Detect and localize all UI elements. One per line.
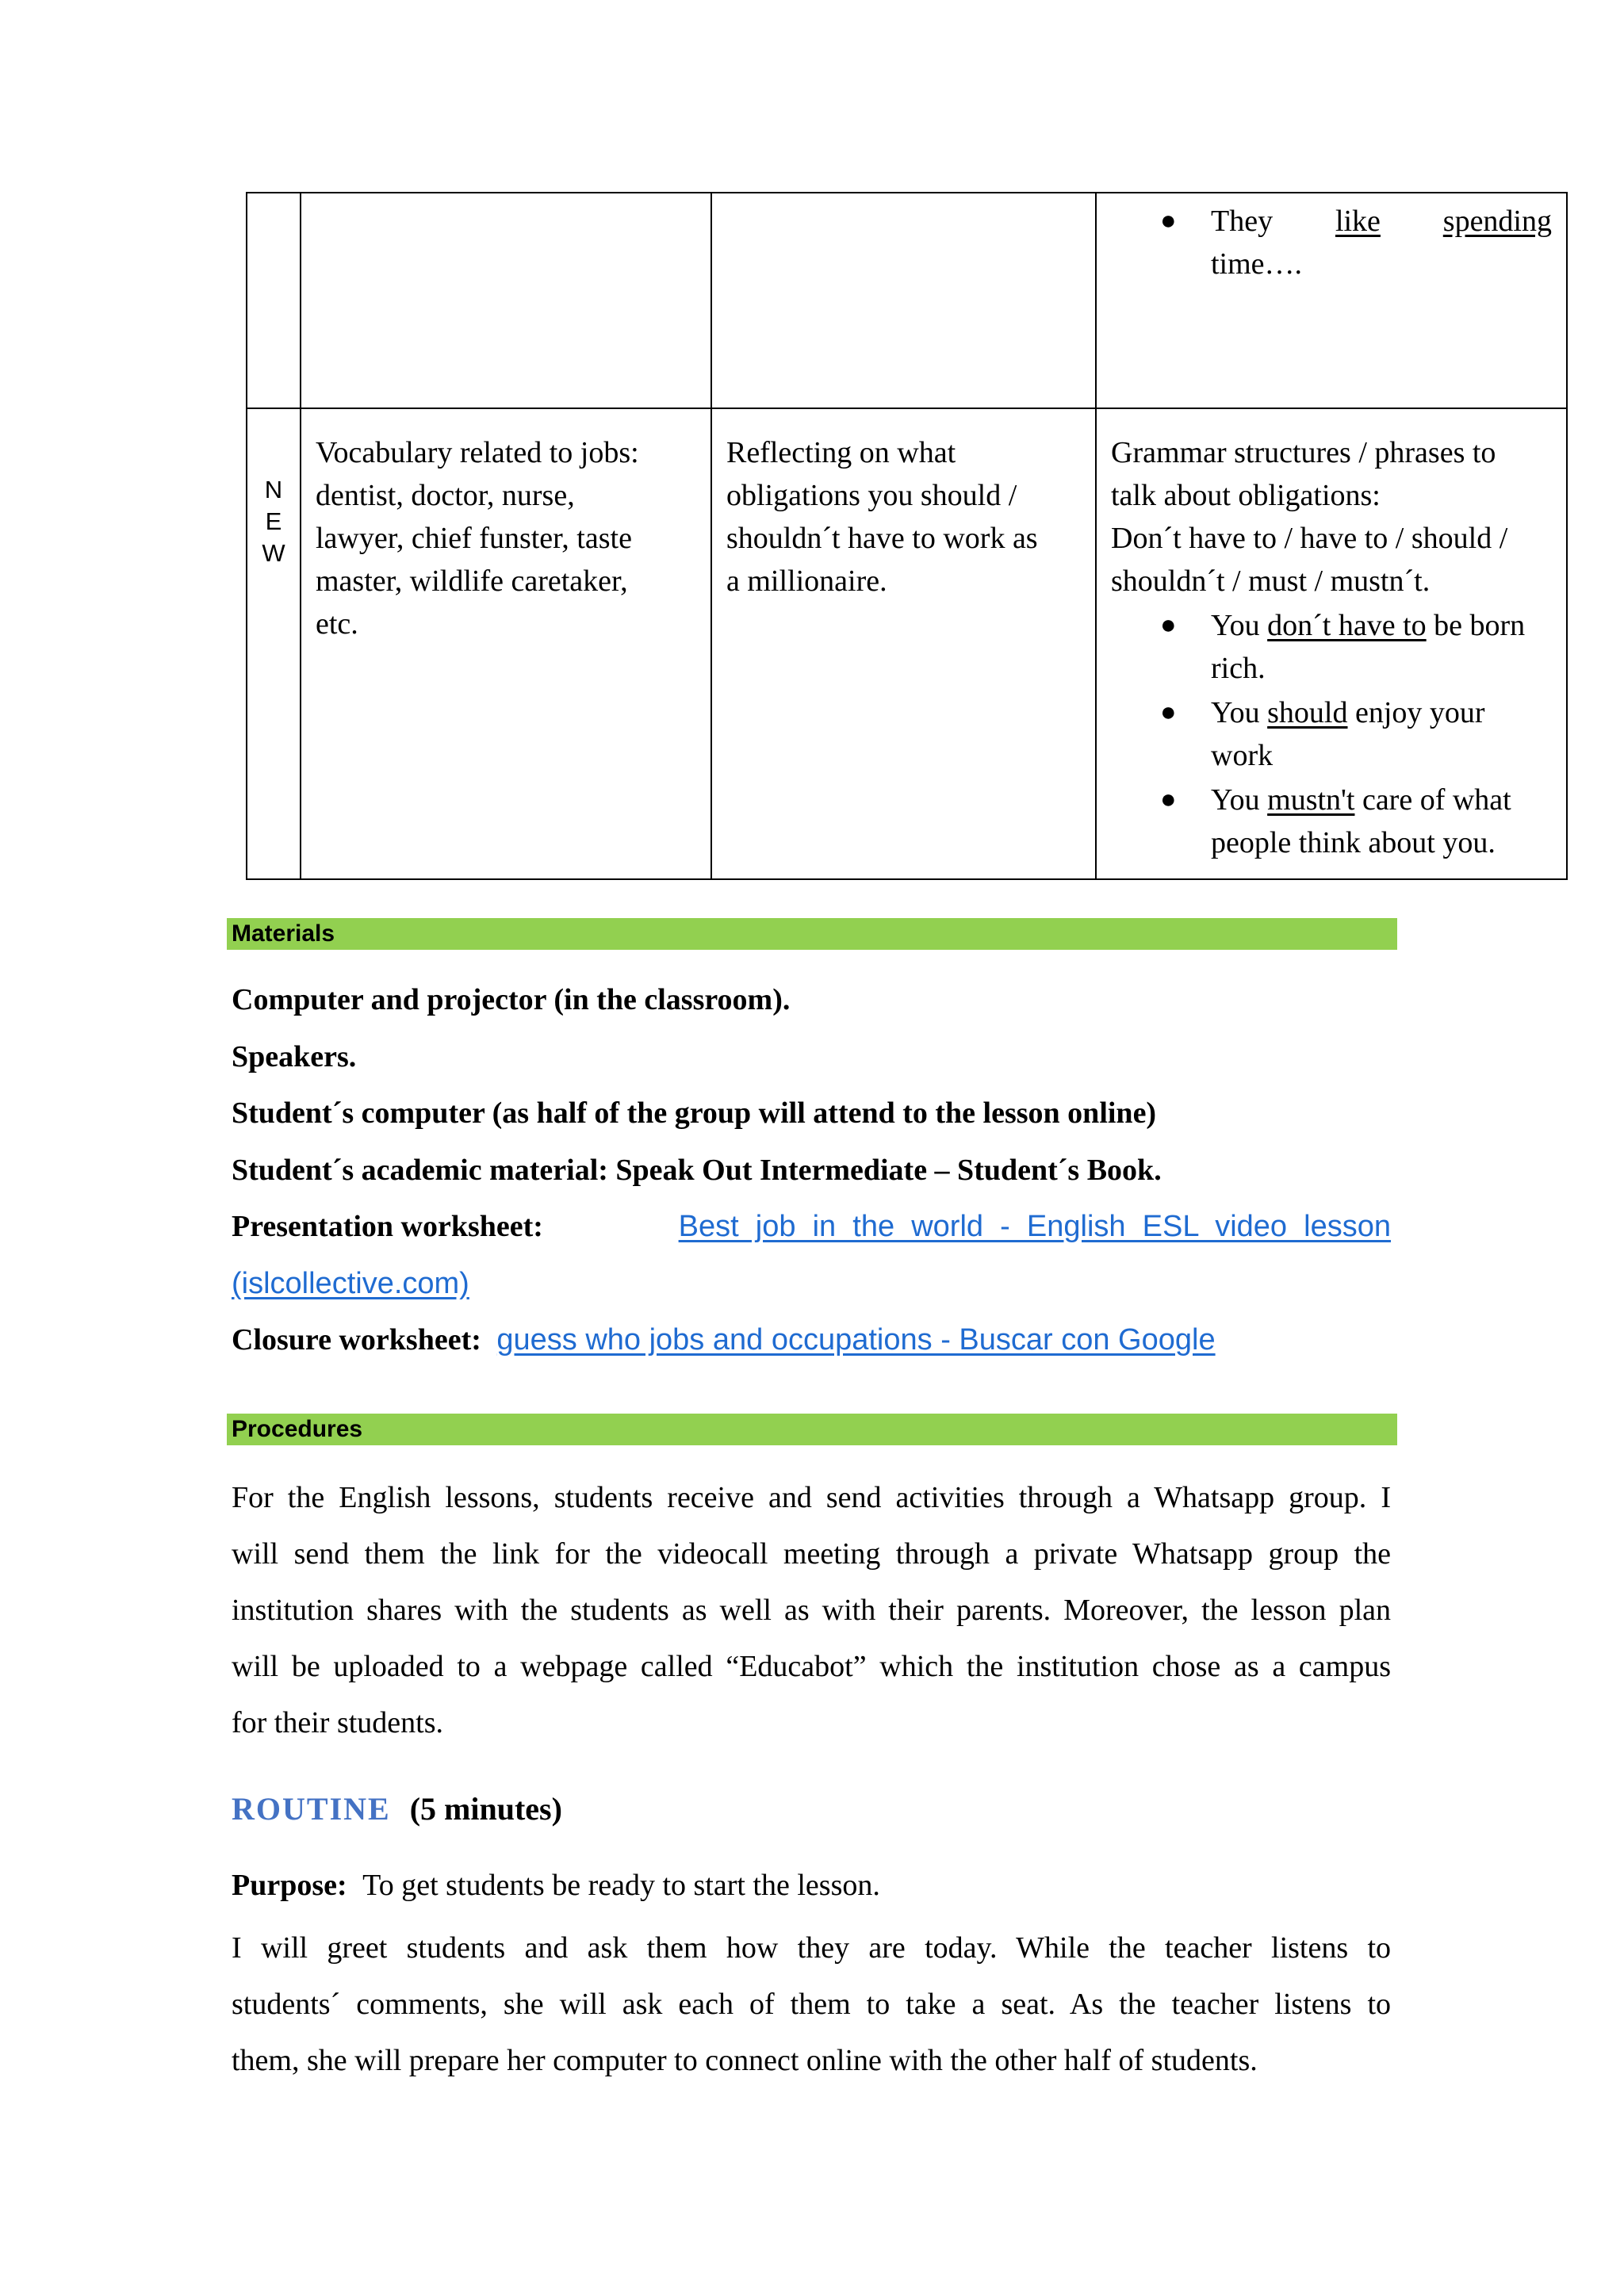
- presentation-worksheet-line: Presentation worksheet: Best job in the world - English ESL video lesson: [232, 1205, 1391, 1248]
- materials-line: Speakers.: [232, 1040, 357, 1073]
- reflecting-cell: Reflecting on what obligations you should / shouldn´t have to work as a millionaire.: [726, 436, 1038, 598]
- closure-worksheet-line: Closure worksheet: guess who jobs and occupations - Buscar con Google: [232, 1323, 1216, 1357]
- table-row: [247, 408, 1567, 879]
- materials-heading: Materials: [227, 918, 1397, 950]
- presentation-worksheet-link[interactable]: Best job in the world - English ESL video lesson: [678, 1210, 1391, 1243]
- bullet-icon: ●: [1160, 698, 1177, 727]
- table-row: [247, 193, 1567, 408]
- vocabulary-cell: Vocabulary related to jobs: dentist, doctor, nurse, lawyer, chief funster, taste master, wildlife caretaker, etc.: [316, 436, 639, 641]
- closure-worksheet-link[interactable]: guess who jobs and occupations - Buscar con Google: [496, 1323, 1216, 1357]
- list-item: ● You don´t have to be born rich.: [1211, 604, 1552, 690]
- list-item: ● You should enjoy your work: [1211, 691, 1552, 777]
- routine-paragraph: I will greet students and ask them how they are today. While the teacher listens to students´ comments, she will ask each of them to take a seat. As the teacher listens to them, she will prepare her computer to connect online with the other half of students.: [232, 1931, 1391, 2077]
- bullet-list: [1111, 200, 1552, 285]
- list-item: ● They like spending time….: [1211, 200, 1552, 285]
- procedures-paragraph: For the English lessons, students receive and send activities through a Whatsapp group. I will send them the link for the videocall meeting through a private Whatsapp group the institution shares with the students as well as with their parents. Moreover, the lesson plan will be uploaded to a webpage called “Educabot” which the institution chose as a campus for their students.: [232, 1481, 1391, 1739]
- routine-heading: ROUTINE (5 minutes): [232, 1791, 562, 1827]
- bullet-list: [1111, 604, 1552, 864]
- stage-label: N E W: [262, 476, 285, 567]
- procedures-heading: Procedures: [227, 1414, 1397, 1445]
- materials-line: Student´s academic material: Speak Out Intermediate – Student´s Book.: [232, 1154, 1162, 1187]
- presentation-worksheet-line: [232, 1262, 469, 1305]
- bullet-icon: ●: [1160, 206, 1177, 235]
- materials-line: Student´s computer (as half of the group will attend to the lesson online): [232, 1096, 1157, 1130]
- materials-line: Computer and projector (in the classroom).: [232, 983, 791, 1016]
- list-item: ● You mustn't care of what people think about you.: [1211, 779, 1552, 864]
- bullet-icon: ●: [1160, 610, 1177, 640]
- lesson-plan-table: [246, 192, 1568, 880]
- presentation-worksheet-link[interactable]: (islcollective.com): [232, 1267, 469, 1300]
- grammar-cell: Grammar structures / phrases to talk about obligations: Don´t have to / have to / should / shouldn´t / must / mustn´t. ● You don´t have to be born rich. ● You should enjoy your work ● You mustn't care of what people think about you.: [1097, 409, 1566, 864]
- purpose-line: Purpose: To get students be ready to start the lesson.: [232, 1869, 880, 1902]
- bullet-icon: ●: [1160, 785, 1177, 814]
